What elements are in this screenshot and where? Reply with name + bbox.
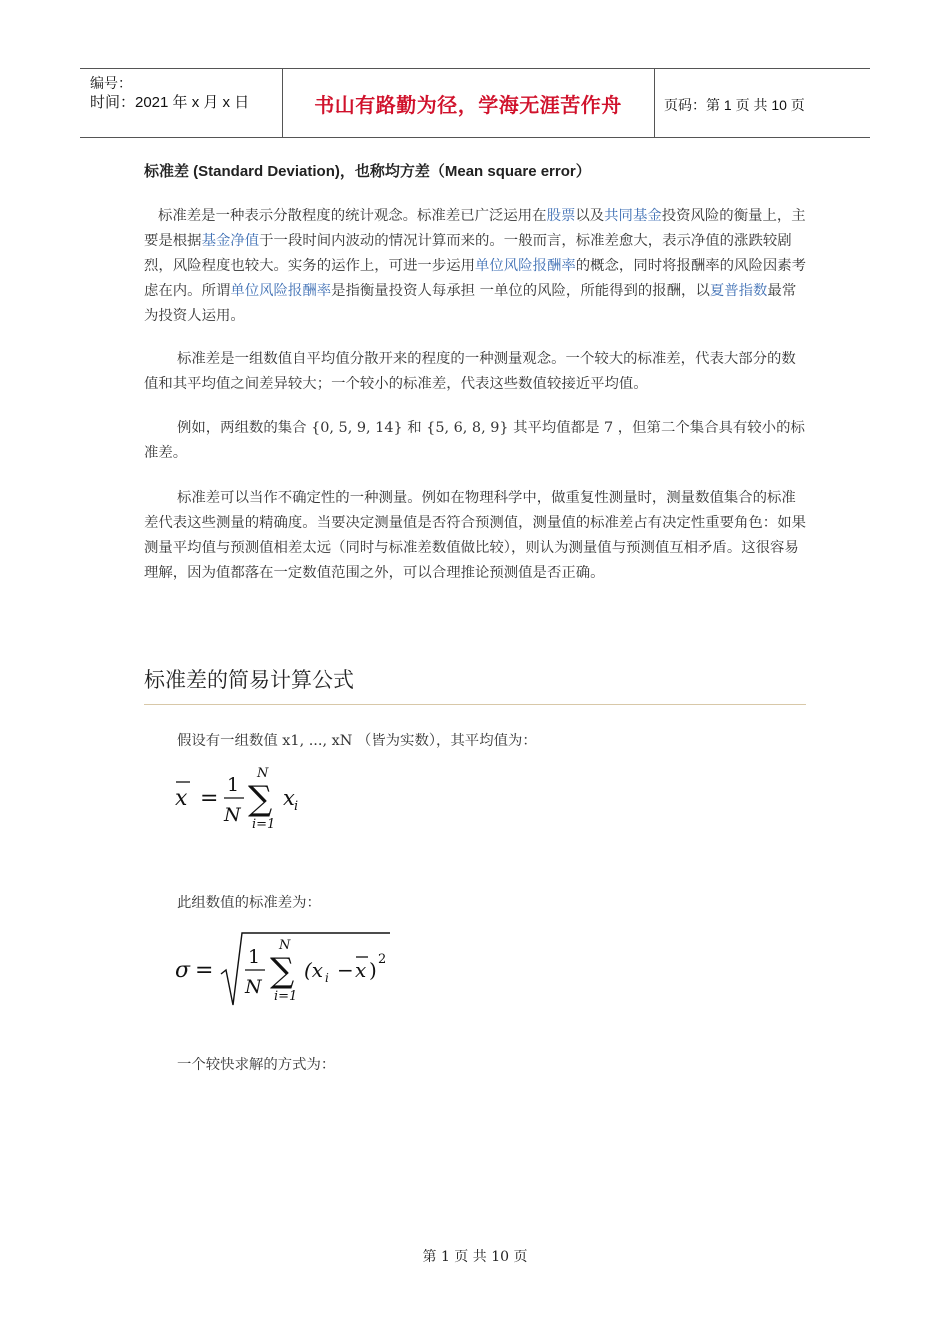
variable-subscript: i (325, 971, 329, 985)
paragraph-definition: 标准差是一组数值自平均值分散开来的程度的一种测量观念。一个较大的标准差，代表大部分的数值和其平均值之间差异较大；一个较小的标准差，代表这些数值较接近平均值。 (144, 351, 796, 392)
header-motto: 书山有路勤为径，学海无涯苦作舟 (314, 93, 622, 117)
header-page-cell (654, 69, 870, 137)
page-footer: 第 1 页 共 10 页 (422, 1249, 528, 1265)
article-subtitle: 标准差 (Standard Deviation)，也称均方差（Mean square error） (144, 163, 591, 180)
link-mutual-funds[interactable]: 共同基金 (604, 208, 662, 224)
variable-x: x (283, 786, 295, 810)
paragraph-intro (144, 204, 806, 329)
link-stocks[interactable]: 股票 (546, 208, 576, 224)
summation-symbol: ∑ (270, 951, 295, 991)
fraction-denominator: N (245, 976, 262, 998)
sum-upper-limit: N (257, 766, 269, 781)
minus-sign: − (337, 958, 354, 982)
paragraph-quick-method: 一个较快求解的方式为： (177, 1057, 336, 1073)
document-number-label: 编号： (90, 75, 132, 91)
paragraph-example: 例如，两组数的集合 {0, 5, 9, 14} 和 {5, 6, 8, 9} 其平均值都是 7 ，但第二个集合具有较小的标准差。 (144, 420, 805, 461)
paragraph-text: 投资风险的衡量上，主要是根据 (144, 208, 806, 249)
paragraph-text: 最常为投资人运用。 (144, 283, 797, 324)
paragraph-text: 于一段时间内波动的情况计算而来的。一般而言，标准差愈大，表示净值的涨跌较剧烈，风险程度也较大。实务的运作上，可进一步运用 (144, 233, 792, 274)
header-motto-cell (282, 69, 655, 137)
paragraph-text: 以及 (575, 208, 605, 224)
paragraph-text: 是指衡量投资人每承担 一单位的风险，所能得到的报酬，以 (331, 283, 710, 299)
section-heading: 标准差的简易计算公式 (144, 668, 354, 692)
paragraph-sd-intro: 此组数值的标准差为： (177, 895, 321, 911)
mean-symbol: x (355, 958, 367, 982)
difference-open: (x (304, 958, 324, 982)
link-fund-nav[interactable]: 基金净值 (201, 233, 260, 249)
link-risk-adjusted-return[interactable]: 单位风险报酬率 (475, 258, 576, 274)
difference-close: ) (369, 958, 377, 982)
fraction-numerator: 1 (248, 946, 261, 968)
fraction-denominator: N (224, 804, 241, 826)
sum-lower-limit: i=1 (252, 817, 276, 832)
formula-mean (170, 760, 320, 836)
paragraph-uncertainty: 标准差可以当作不确定性的一种测量。例如在物理科学中，做重复性测量时，测量数值集合的标准差代表这些测量的精确度。当要决定测量值是否符合预测值，测量值的标准差占有决定性重要角色：如果测量平均值与预测值相差太远（同时与标准差数值做比较），则认为测量值与预测值互相矛盾。这很容易理解，因为值都落在一定数值范围之外，可以合理推论预测值是否正确。 (144, 490, 806, 581)
heading-divider (144, 704, 806, 705)
variable-subscript: i (294, 799, 299, 814)
document-header (80, 68, 870, 138)
link-sharpe-ratio[interactable]: 夏普指数 (709, 283, 768, 299)
header-info-cell (80, 69, 283, 137)
link-risk-adjusted-return-2[interactable]: 单位风险报酬率 (230, 283, 332, 299)
header-page-number: 页码：第 1 页 共 10 页 (664, 97, 805, 113)
paragraph-text: 标准差是一种表示分散程度的统计观念。标准差已广泛运用在 (158, 208, 547, 224)
paragraph-text: 的概念，同时将报酬率的风险因素考虑在内。所谓 (144, 258, 807, 299)
equals-sign: = (200, 786, 219, 811)
exponent: 2 (378, 952, 387, 967)
sum-lower-limit: i=1 (274, 989, 298, 1004)
mean-symbol: x (175, 786, 188, 811)
sum-upper-limit: N (279, 938, 291, 953)
summation-symbol: ∑ (248, 779, 273, 819)
equals-sign: = (195, 958, 214, 983)
fraction-numerator: 1 (227, 774, 240, 796)
formula-standard-deviation (170, 925, 400, 1011)
document-date-label: 时间：2021 年 x 月 x 日 (90, 94, 250, 111)
paragraph-assumption: 假设有一组数值 x1, ..., xN （皆为实数），其平均值为： (177, 733, 537, 749)
sigma-symbol: σ (175, 958, 191, 983)
